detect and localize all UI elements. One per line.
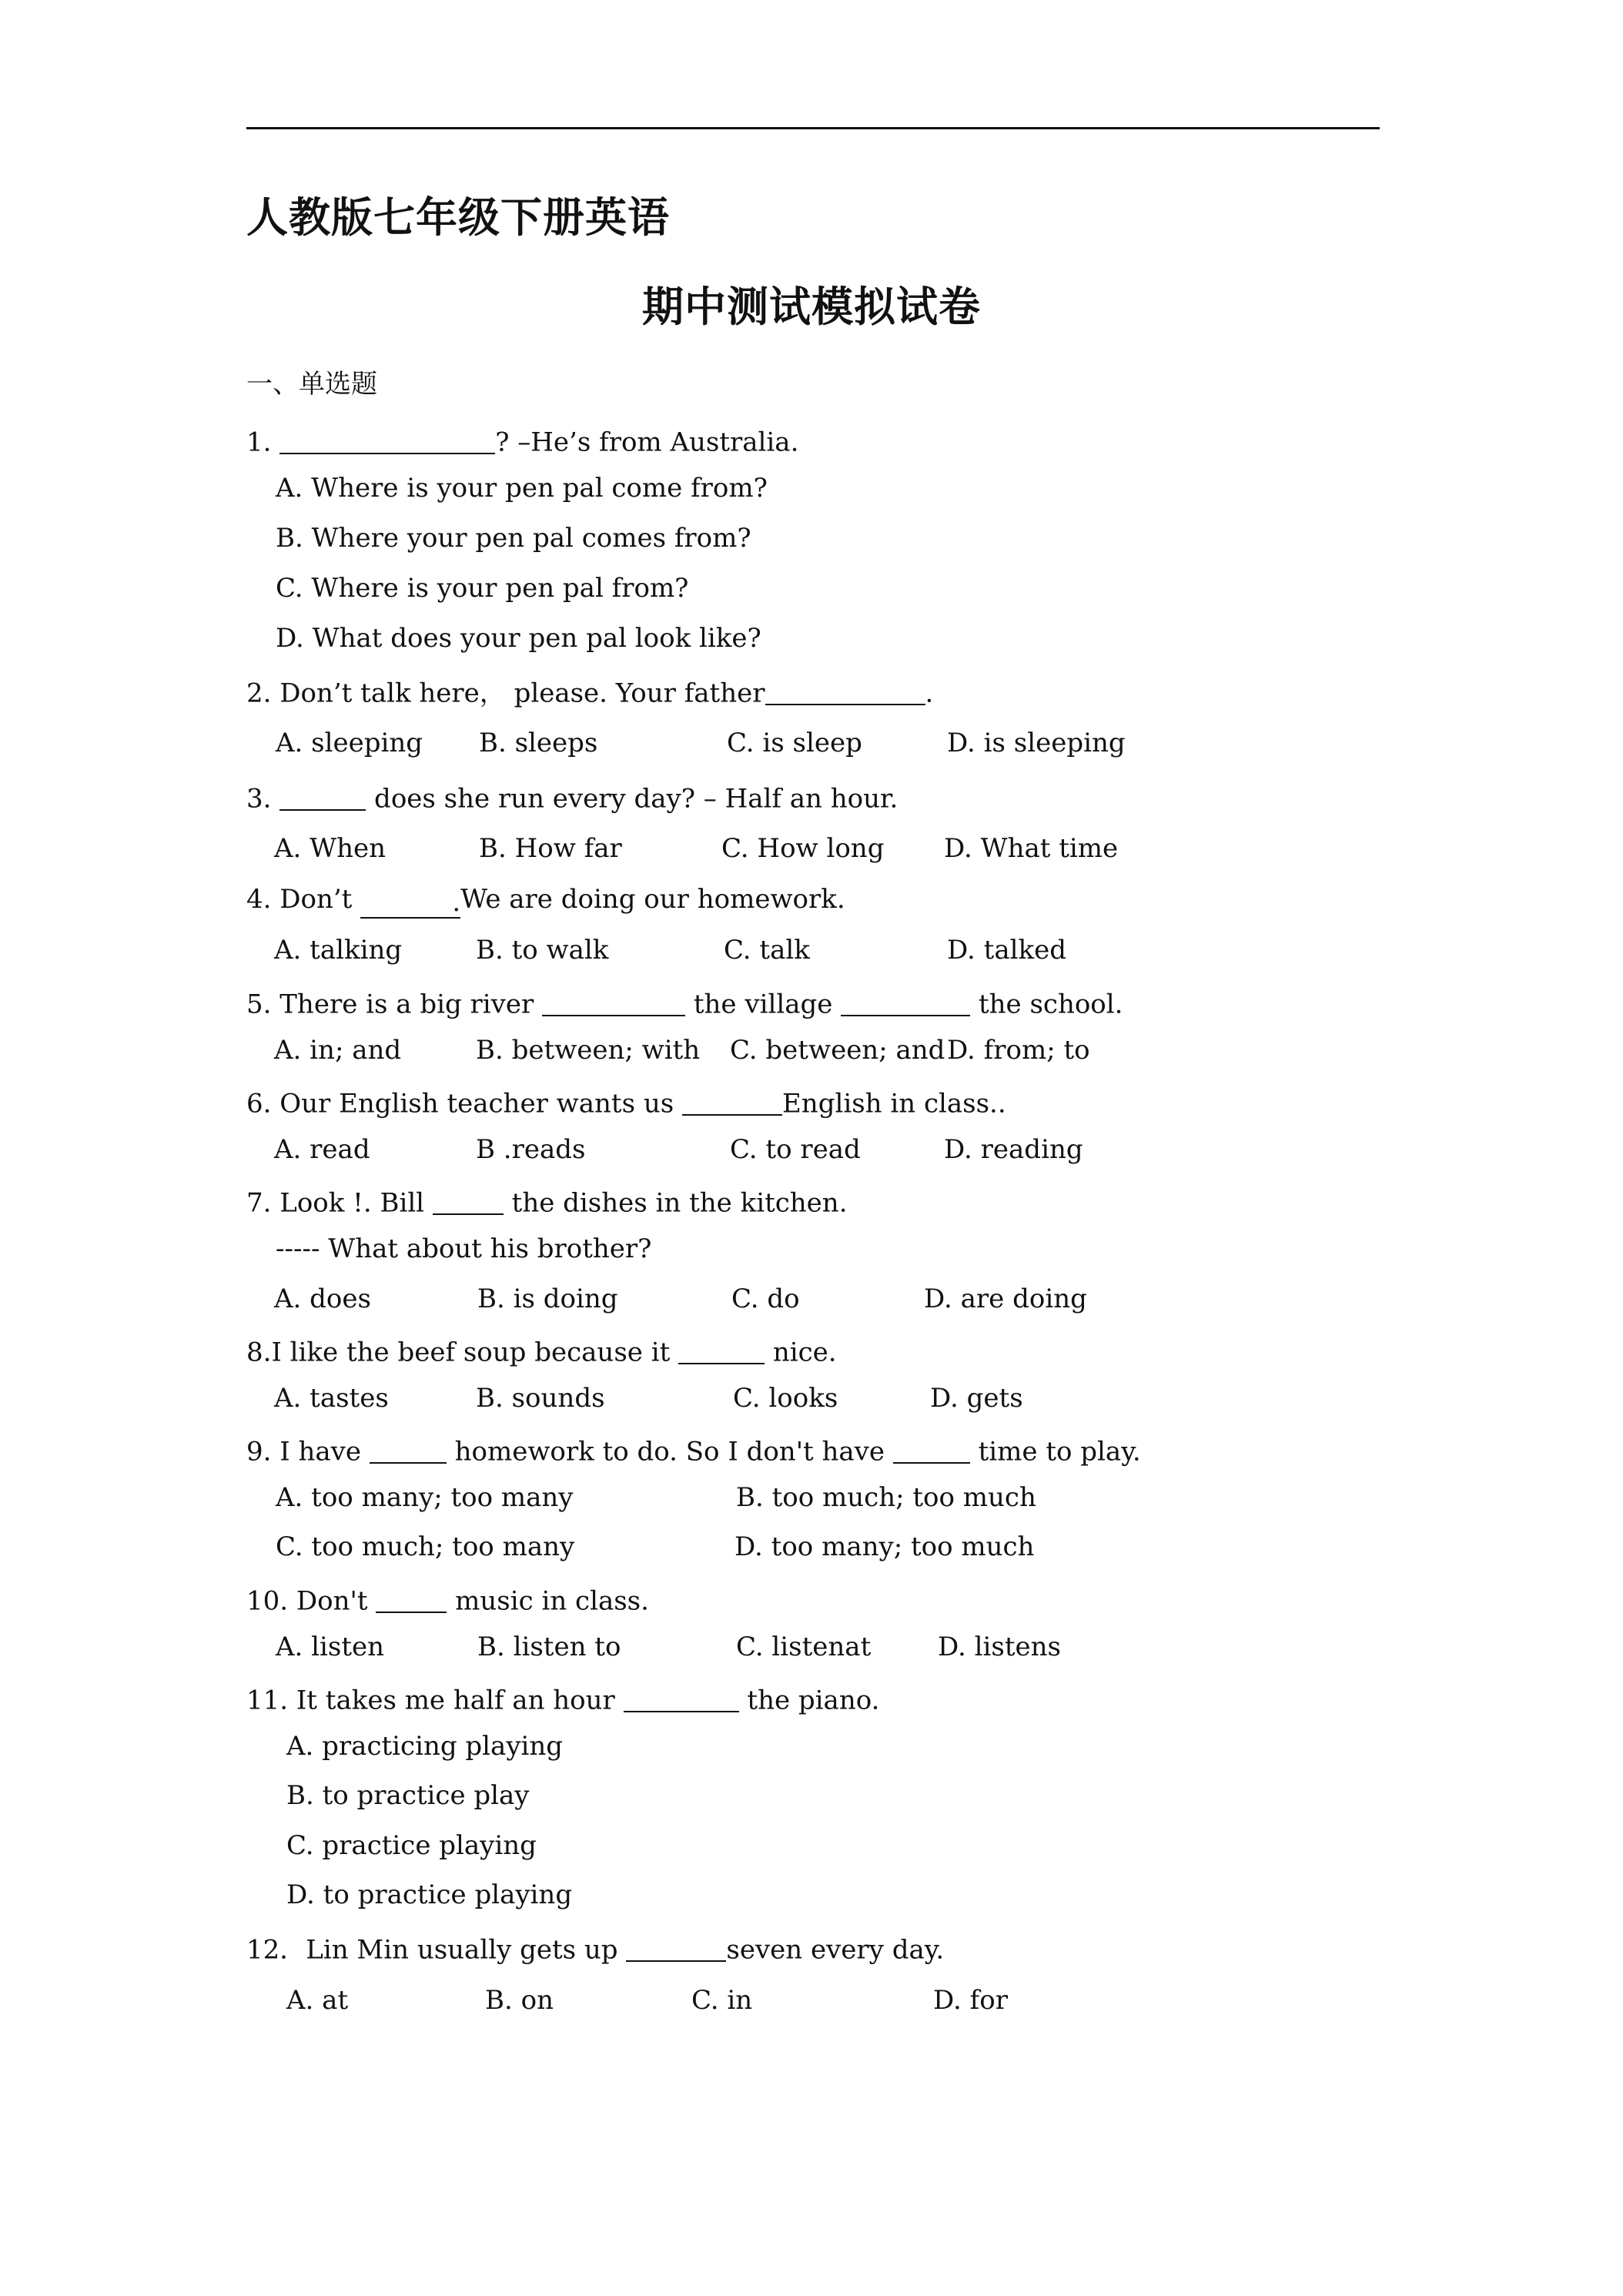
answer-blank[interactable] <box>626 1933 726 1962</box>
question-text: 6. Our English teacher wants us <box>246 1088 682 1120</box>
header-rule <box>246 127 1380 129</box>
question-text: homework to do. So I don't have <box>446 1436 893 1468</box>
question-7-followup: ----- What about his brother? <box>276 1233 652 1264</box>
option-5c[interactable]: C. between; and <box>730 1035 945 1066</box>
question-text: 7. Look !. Bill <box>246 1187 433 1219</box>
answer-blank[interactable] <box>542 987 685 1016</box>
option-12a[interactable]: A. at <box>286 1985 349 2016</box>
option-1a[interactable]: A. Where is your pen pal come from? <box>276 473 768 504</box>
option-1c[interactable]: C. Where is your pen pal from? <box>276 573 689 604</box>
question-6 <box>246 1086 1006 1120</box>
question-11 <box>246 1683 879 1714</box>
question-text: does she run every day? – Half an hour. <box>366 783 899 815</box>
option-8d[interactable]: D. gets <box>930 1383 1023 1414</box>
option-7b[interactable]: B. is doing <box>477 1284 618 1314</box>
option-12c[interactable]: C. in <box>691 1985 753 2016</box>
question-text: 2. Don’t talk here， please. Your father <box>246 678 765 709</box>
option-7a[interactable]: A. does <box>274 1284 371 1314</box>
option-10c[interactable]: C. listenat <box>736 1632 872 1662</box>
answer-blank[interactable] <box>279 425 495 454</box>
option-11a[interactable]: A. practicing playing <box>286 1731 564 1762</box>
option-11b[interactable]: B. to practice play <box>286 1780 530 1811</box>
option-4b[interactable]: B. to walk <box>476 935 609 966</box>
option-2b[interactable]: B. sleeps <box>479 728 598 758</box>
question-text: 4. Don’t <box>246 884 361 915</box>
question-text: the village <box>685 989 842 1020</box>
question-4 <box>246 886 845 919</box>
question-8 <box>246 1335 837 1366</box>
question-text: English in class.. <box>781 1088 1006 1120</box>
answer-blank[interactable] <box>682 1086 782 1116</box>
option-6c[interactable]: C. to read <box>730 1134 861 1165</box>
question-text: the piano. <box>738 1685 880 1716</box>
option-11d[interactable]: D. to practice playing <box>286 1879 573 1910</box>
option-8a[interactable]: A. tastes <box>274 1383 389 1414</box>
answer-blank[interactable] <box>893 1434 970 1464</box>
question-text: nice. <box>765 1337 837 1368</box>
option-1d[interactable]: D. What does your pen pal look like? <box>276 623 761 654</box>
question-text: seven every day. <box>726 1934 945 1966</box>
question-text: music in class. <box>447 1585 649 1617</box>
question-text: 3. <box>246 783 280 815</box>
answer-blank[interactable] <box>433 1186 504 1215</box>
question-text: the school. <box>970 989 1123 1020</box>
option-10a[interactable]: A. listen <box>276 1632 385 1662</box>
option-9a[interactable]: A. too many; too many <box>276 1482 574 1513</box>
answer-blank[interactable] <box>678 1335 765 1364</box>
option-9c[interactable]: C. too much; too many <box>276 1531 575 1562</box>
question-text: 5. There is a big river <box>246 989 543 1020</box>
option-5a[interactable]: A. in; and <box>274 1035 402 1066</box>
option-4c[interactable]: C. talk <box>724 935 810 966</box>
answer-blank[interactable] <box>279 782 366 811</box>
question-text: 9. I have <box>246 1436 370 1468</box>
option-7c[interactable]: C. do <box>731 1284 800 1314</box>
question-text: We are doing our homework. <box>460 884 845 915</box>
question-text: 11. It takes me half an hour <box>246 1685 624 1716</box>
answer-blank[interactable]: . <box>360 889 460 919</box>
option-3c[interactable]: C. How long <box>721 833 885 864</box>
answer-blank[interactable] <box>841 987 970 1016</box>
option-2a[interactable]: A. sleeping <box>276 728 423 758</box>
section-heading: 一、单选题 <box>246 369 377 400</box>
option-10d[interactable]: D. listens <box>938 1632 1061 1662</box>
answer-blank[interactable] <box>376 1584 447 1613</box>
question-3 <box>246 782 899 815</box>
question-text: the dishes in the kitchen. <box>503 1187 848 1219</box>
option-3a[interactable]: A. When <box>274 833 387 864</box>
option-9b[interactable]: B. too much; too much <box>736 1482 1036 1513</box>
question-text: . <box>925 678 934 709</box>
option-8c[interactable]: C. looks <box>733 1383 838 1414</box>
option-8b[interactable]: B. sounds <box>476 1383 605 1414</box>
option-7d[interactable]: D. are doing <box>924 1284 1087 1314</box>
question-10 <box>246 1584 649 1615</box>
option-3d[interactable]: D. What time <box>944 833 1119 864</box>
question-9 <box>246 1434 1141 1468</box>
answer-blank[interactable] <box>370 1434 447 1464</box>
question-1 <box>246 425 798 456</box>
option-1b[interactable]: B. Where your pen pal comes from? <box>276 523 751 554</box>
question-text: 1. <box>246 427 280 458</box>
question-7 <box>246 1186 848 1217</box>
option-3b[interactable]: B. How far <box>479 833 622 864</box>
answer-blank[interactable] <box>765 676 925 705</box>
option-5d[interactable]: D. from; to <box>947 1035 1090 1066</box>
page-title: 人教版七年级下册英语 <box>246 192 670 242</box>
exam-subtitle: 期中测试模拟试卷 <box>642 282 981 331</box>
option-10b[interactable]: B. listen to <box>477 1632 621 1662</box>
option-11c[interactable]: C. practice playing <box>286 1830 537 1861</box>
option-2c[interactable]: C. is sleep <box>727 728 862 758</box>
option-12d[interactable]: D. for <box>933 1985 1008 2016</box>
option-9d[interactable]: D. too many; too much <box>735 1531 1035 1562</box>
option-6b[interactable]: B .reads <box>476 1134 586 1165</box>
question-12 <box>246 1933 945 1966</box>
option-6a[interactable]: A. read <box>274 1134 370 1165</box>
option-12b[interactable]: B. on <box>485 1985 554 2016</box>
question-text: time to play. <box>969 1436 1141 1468</box>
option-2d[interactable]: D. is sleeping <box>947 728 1126 758</box>
option-6d[interactable]: D. reading <box>944 1134 1083 1165</box>
question-text: 8.I like the beef soup because it <box>246 1337 679 1368</box>
question-text: 12．Lin Min usually gets up <box>246 1934 627 1966</box>
option-5b[interactable]: B. between; with <box>476 1035 701 1066</box>
option-4d[interactable]: D. talked <box>947 935 1066 966</box>
question-2 <box>246 676 933 707</box>
question-text: ? –He’s from Australia. <box>495 427 799 458</box>
option-4a[interactable]: A. talking <box>274 935 403 966</box>
question-5 <box>246 987 1123 1018</box>
answer-blank[interactable] <box>624 1683 739 1712</box>
question-text: 10. Don't <box>246 1585 376 1617</box>
